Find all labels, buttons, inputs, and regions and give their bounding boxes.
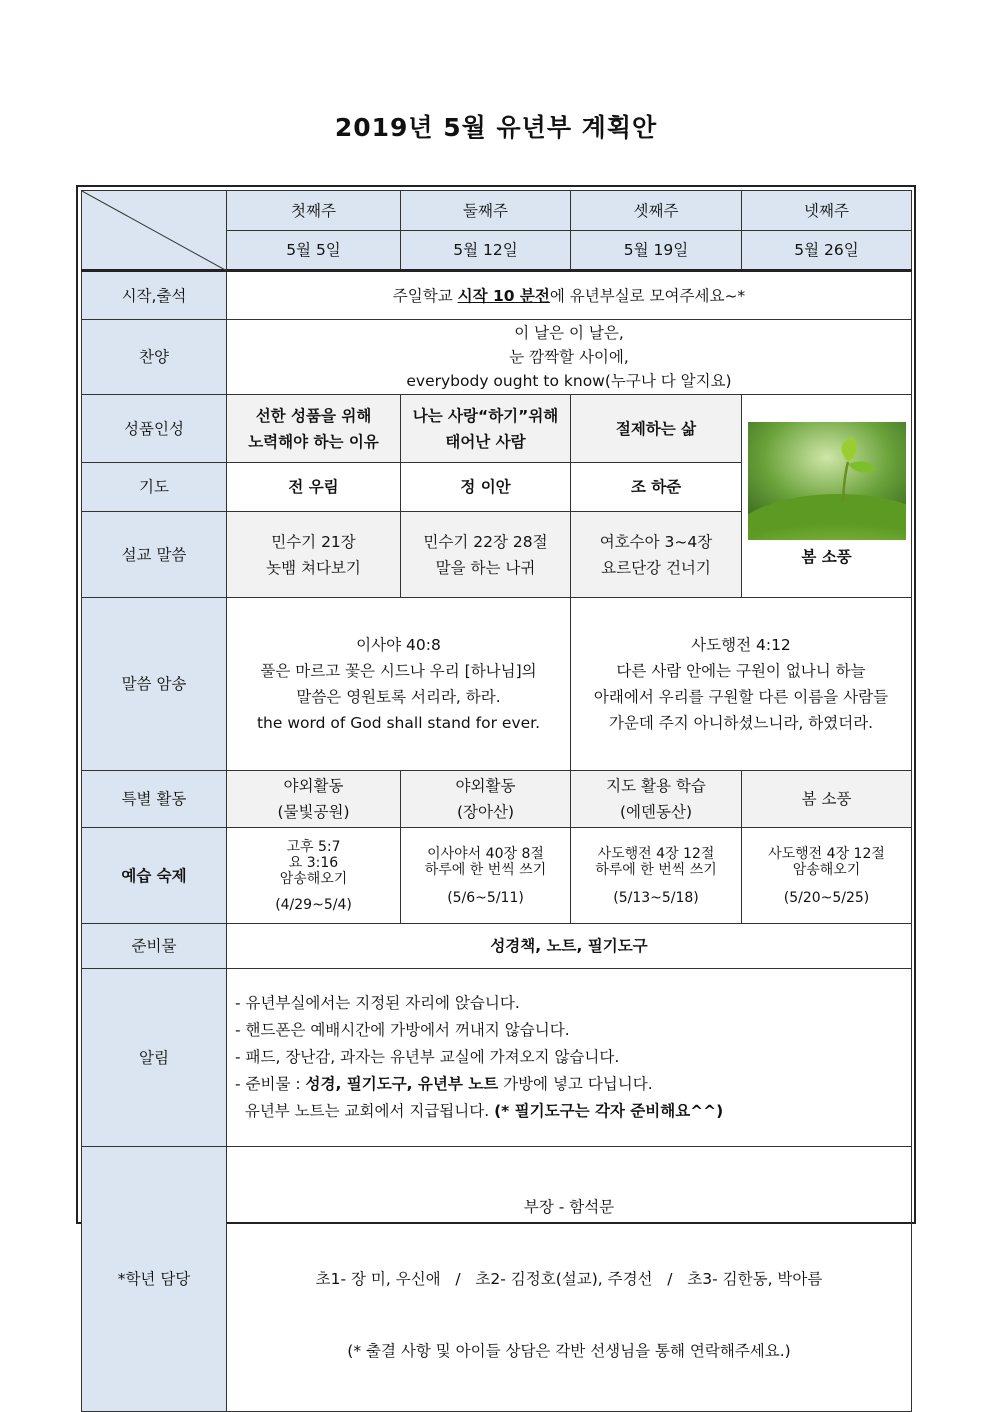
spring-picnic-cell: [742, 395, 912, 598]
sprout-image: [748, 422, 906, 540]
start-notice: [227, 271, 912, 320]
prayer-leader: 조 하준: [571, 463, 742, 512]
homework-cell: [401, 828, 571, 924]
activity-line: (장아산): [456, 803, 514, 821]
homework-cell: [227, 828, 401, 924]
praise-line: everybody ought to know(누구나 다 알지요): [406, 372, 732, 390]
activity-line: 야외활동: [455, 777, 516, 795]
row-label-memory: 말씀 암송: [82, 598, 227, 771]
plan-table: [81, 190, 912, 1412]
homework-line: 요 3:16: [288, 854, 339, 871]
activity-cell: [401, 771, 571, 828]
week-label: 둘째주: [401, 191, 571, 231]
character-cell: [401, 395, 571, 463]
sermon-line: 민수기 21장: [271, 532, 356, 551]
memory-line: 가운데 주지 아니하셨느니라, 하였더라.: [608, 714, 874, 732]
praise-lyrics: [227, 320, 912, 395]
sermon-line: 여호수아 3~4장: [599, 532, 713, 551]
sermon-line: 요르단강 건너기: [601, 558, 711, 577]
diagonal-line: [82, 191, 227, 271]
start-post: 에 유년부실로 모여주세요~*: [549, 286, 746, 305]
notice-text: 유년부 노트는 교회에서 지급됩니다.: [235, 1102, 495, 1120]
start-emphasis: 시작 10 분전: [457, 286, 550, 305]
homework-range: (5/20~5/25): [783, 889, 870, 906]
notice-line: - 핸드폰은 예배시간에 가방에서 꺼내지 않습니다.: [235, 1021, 570, 1039]
homework-range: (5/6~5/11): [447, 889, 524, 906]
corner-cell: [82, 191, 227, 271]
homework-range: (4/29~5/4): [275, 896, 352, 913]
character-line: 노력해야 하는 이유: [248, 432, 379, 451]
memory-line: 사도행전 4:12: [691, 636, 791, 654]
activity-line: 야외활동: [283, 777, 344, 795]
row-label-praise: 찬양: [82, 320, 227, 395]
activity-line: (에덴동산): [620, 803, 692, 821]
praise-line: 이 날은 이 날은,: [514, 324, 624, 342]
homework-line: 암송해오기: [279, 870, 348, 887]
notice-line: - 유년부실에서는 지정된 자리에 앉습니다.: [235, 994, 520, 1012]
teachers-line: 부장 - 함석문: [523, 1198, 615, 1216]
row-label-sermon: 설교 말씀: [82, 512, 227, 598]
sermon-cell: [227, 512, 401, 598]
activity-line: 봄 소풍: [801, 790, 852, 808]
sermon-line: 놋뱀 쳐다보기: [266, 558, 361, 577]
week-date: 5월 26일: [742, 231, 912, 271]
praise-line: 눈 깜짝할 사이에,: [509, 348, 629, 366]
page-title: 2019년 5월 유년부 계획안: [334, 113, 658, 142]
homework-cell: [571, 828, 742, 924]
row-label-notice: 알림: [82, 969, 227, 1147]
homework-cell: [742, 828, 912, 924]
week-label: 넷째주: [742, 191, 912, 231]
character-line: 절제하는 삶: [615, 419, 697, 438]
homework-line: 사도행전 4장 12절: [768, 845, 885, 862]
prayer-leader: 정 이안: [401, 463, 571, 512]
activity-line: (물빛공원): [277, 803, 350, 821]
spring-picnic-label: 봄 소풍: [801, 548, 852, 566]
memory-line: 아래에서 우리를 구원할 다른 이름을 사람들: [593, 688, 889, 706]
week-label: 첫째주: [227, 191, 401, 231]
homework-range: (5/13~5/18): [613, 889, 699, 906]
notice-block: [227, 969, 912, 1147]
sermon-line: 민수기 22장 28절: [423, 532, 548, 551]
week-date: 5월 12일: [401, 231, 571, 271]
notice-line: [235, 1098, 907, 1125]
teachers-line: 초1- 장 미, 우신애 / 초2- 김정호(설교), 주경선 / 초3- 김한동, 박아름: [315, 1270, 823, 1288]
homework-line: 하루에 한 번씩 쓰기: [424, 861, 547, 878]
homework-line: 사도행전 4장 12절: [597, 845, 715, 862]
character-line: 나는 사랑“하기”위해: [412, 406, 559, 425]
memory-verse-right: [571, 598, 912, 771]
activity-cell: [742, 771, 912, 828]
memory-line: 말씀은 영원토록 서리라, 하라.: [296, 688, 501, 706]
homework-line: 이사야서 40장 8절: [427, 845, 544, 862]
notice-text: 가방에 넣고 다닙니다.: [498, 1075, 653, 1093]
prayer-leader: 전 우림: [227, 463, 401, 512]
plan-table-frame: [76, 185, 916, 1360]
sermon-cell: [401, 512, 571, 598]
activity-cell: [571, 771, 742, 828]
notice-line: [235, 1071, 907, 1098]
homework-line: 고후 5:7: [286, 838, 341, 855]
teachers-line: (* 출결 사항 및 아이들 상담은 각반 선생님을 통해 연락해주세요.): [347, 1342, 791, 1360]
row-label-prayer: 기도: [82, 463, 227, 512]
row-label-start: 시작,출석: [82, 271, 227, 320]
character-line: 선한 성품을 위해: [255, 406, 372, 425]
memory-line: 다른 사람 안에는 구원이 없나니 하늘: [616, 662, 866, 680]
notice-emphasis: 성경, 필기도구, 유년부 노트: [305, 1075, 499, 1093]
row-label-supplies: 준비물: [82, 924, 227, 969]
homework-line: 하루에 한 번씩 쓰기: [595, 861, 717, 878]
supplies-text: 성경책, 노트, 필기도구: [227, 924, 912, 969]
row-label-character: 성품인성: [82, 395, 227, 463]
character-cell: [571, 395, 742, 463]
row-label-teachers: *학년 담당: [82, 1147, 227, 1412]
activity-line: 지도 활용 학습: [606, 777, 706, 795]
teachers-block: [227, 1147, 912, 1412]
row-label-homework: 예습 숙제: [82, 828, 227, 924]
sermon-line: 말을 하는 나귀: [435, 558, 536, 577]
notice-line: - 패드, 장난감, 과자는 유년부 교실에 가져오지 않습니다.: [235, 1048, 620, 1066]
memory-line: 이사야 40:8: [356, 636, 441, 654]
memory-line: the word of God shall stand for ever.: [256, 714, 541, 732]
week-label: 셋째주: [571, 191, 742, 231]
homework-line: 암송해오기: [792, 861, 861, 878]
row-label-special: 특별 활동: [82, 771, 227, 828]
character-cell: [227, 395, 401, 463]
activity-cell: [227, 771, 401, 828]
notice-emphasis: (* 필기도구는 각자 준비해요^^): [494, 1102, 724, 1120]
notice-text: - 준비물 :: [235, 1075, 306, 1093]
start-pre: 주일학교: [392, 286, 458, 305]
memory-verse-left: [227, 598, 571, 771]
sermon-cell: [571, 512, 742, 598]
week-date: 5월 5일: [227, 231, 401, 271]
week-date: 5월 19일: [571, 231, 742, 271]
memory-line: 풀은 마르고 꽃은 시드나 우리 [하나님]의: [260, 662, 537, 680]
character-line: 태어난 사람: [445, 432, 526, 451]
